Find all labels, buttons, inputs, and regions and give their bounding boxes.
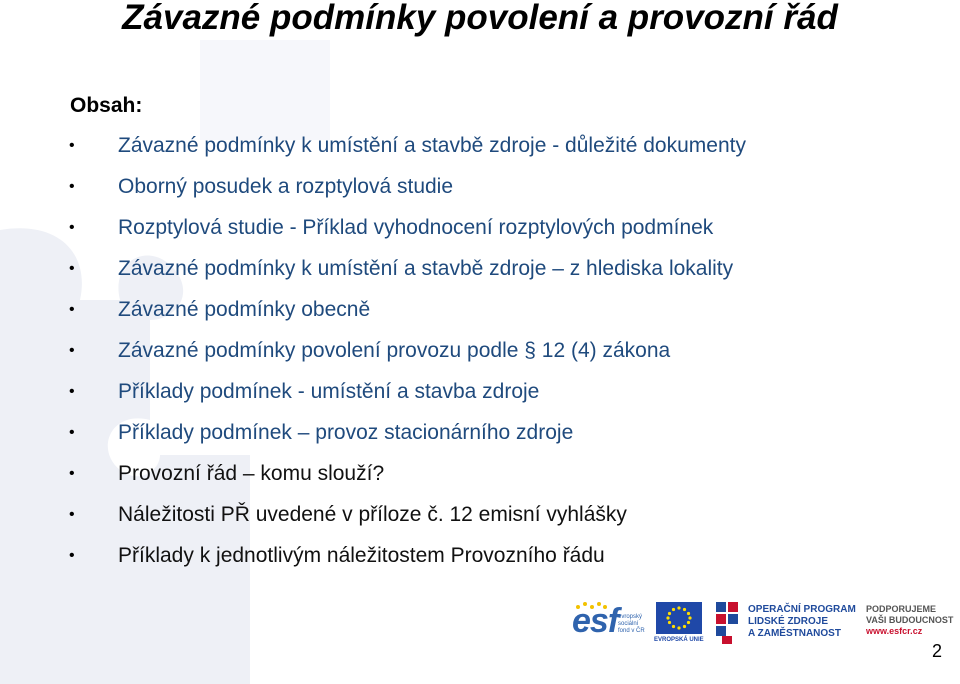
op-line: LIDSKÉ ZDROJE: [748, 616, 829, 627]
list-item-text: Závazné podmínky povolení provozu podle § 12 (4) zákona: [118, 339, 671, 362]
esf-line: sociální: [618, 621, 639, 627]
list-item-text: Příklady podmínek – provoz stacionárního zdroje: [118, 421, 574, 444]
eu-caption: EVROPSKÁ UNIE: [654, 637, 704, 643]
support-logo-text: [866, 604, 953, 637]
eu-logo: [654, 602, 704, 648]
esf-logo: [572, 600, 652, 646]
list-item-text: Závazné podmínky k umístění a stavbě zdroje – z hlediska lokality: [118, 257, 734, 280]
list-item: [0, 207, 960, 248]
list-item: [0, 330, 960, 371]
list-item: [0, 494, 960, 535]
bullet: •: [69, 342, 75, 359]
list-item-text: Příklady podmínek - umístění a stavba zdroje: [118, 380, 540, 403]
bullet: •: [69, 260, 75, 277]
bullet: •: [69, 219, 75, 236]
list-item: [0, 248, 960, 289]
list-item: [0, 412, 960, 453]
list-item-text: Závazné podmínky obecně: [118, 298, 371, 321]
esf-line: evropský: [618, 614, 643, 620]
list-item: [0, 166, 960, 207]
support-logo: [866, 604, 960, 644]
op-line: A ZAMĚSTNANOST: [748, 628, 841, 639]
page-number: 2: [932, 641, 943, 661]
bullet: •: [69, 424, 75, 441]
list-item-text: Náležitosti PŘ uvedené v příloze č. 12 emisní vyhlášky: [118, 503, 627, 526]
list-item: [0, 289, 960, 330]
contents-heading: Obsah:: [70, 94, 143, 117]
esf-logo-mark: esf: [572, 602, 619, 640]
op-mark-icon: [714, 600, 744, 646]
support-line: PODPORUJEME: [866, 604, 937, 614]
list-item-text: Rozptylová studie - Příklad vyhodnocení rozptylových podmínek: [118, 216, 714, 239]
list-item: [0, 535, 960, 576]
logo-bar: [570, 600, 960, 650]
op-logo: [714, 600, 858, 648]
bullet: •: [69, 178, 75, 195]
bullet: •: [69, 547, 75, 564]
list-item-text: Příklady k jednotlivým náležitostem Provozního řádu: [118, 544, 605, 567]
bullet: •: [69, 137, 75, 154]
eu-flag-stars-icon: [656, 602, 702, 634]
bullet: •: [69, 506, 75, 523]
list-item: [0, 125, 960, 166]
op-logo-text: [748, 604, 856, 640]
list-item-text: Závazné podmínky k umístění a stavbě zdroje - důležité dokumenty: [118, 134, 746, 157]
esf-line: fond v ČR: [618, 628, 645, 634]
bullet: •: [69, 465, 75, 482]
bullet: •: [69, 301, 75, 318]
esf-logo-text: [618, 614, 645, 635]
list-item-text: Provozní řád – komu slouží?: [118, 462, 385, 485]
support-url: www.esfcr.cz: [866, 626, 923, 636]
op-line: OPERAČNÍ PROGRAM: [748, 604, 856, 615]
list-item: [0, 371, 960, 412]
support-line: VAŠI BUDOUCNOST: [866, 615, 954, 625]
eu-flag: [656, 602, 702, 634]
list-item: [0, 453, 960, 494]
contents-list: [0, 125, 960, 576]
slide-title: Závazné podmínky povolení a provozní řád: [122, 0, 838, 37]
bullet: •: [69, 383, 75, 400]
list-item-text: Oborný posudek a rozptylová studie: [118, 175, 454, 198]
